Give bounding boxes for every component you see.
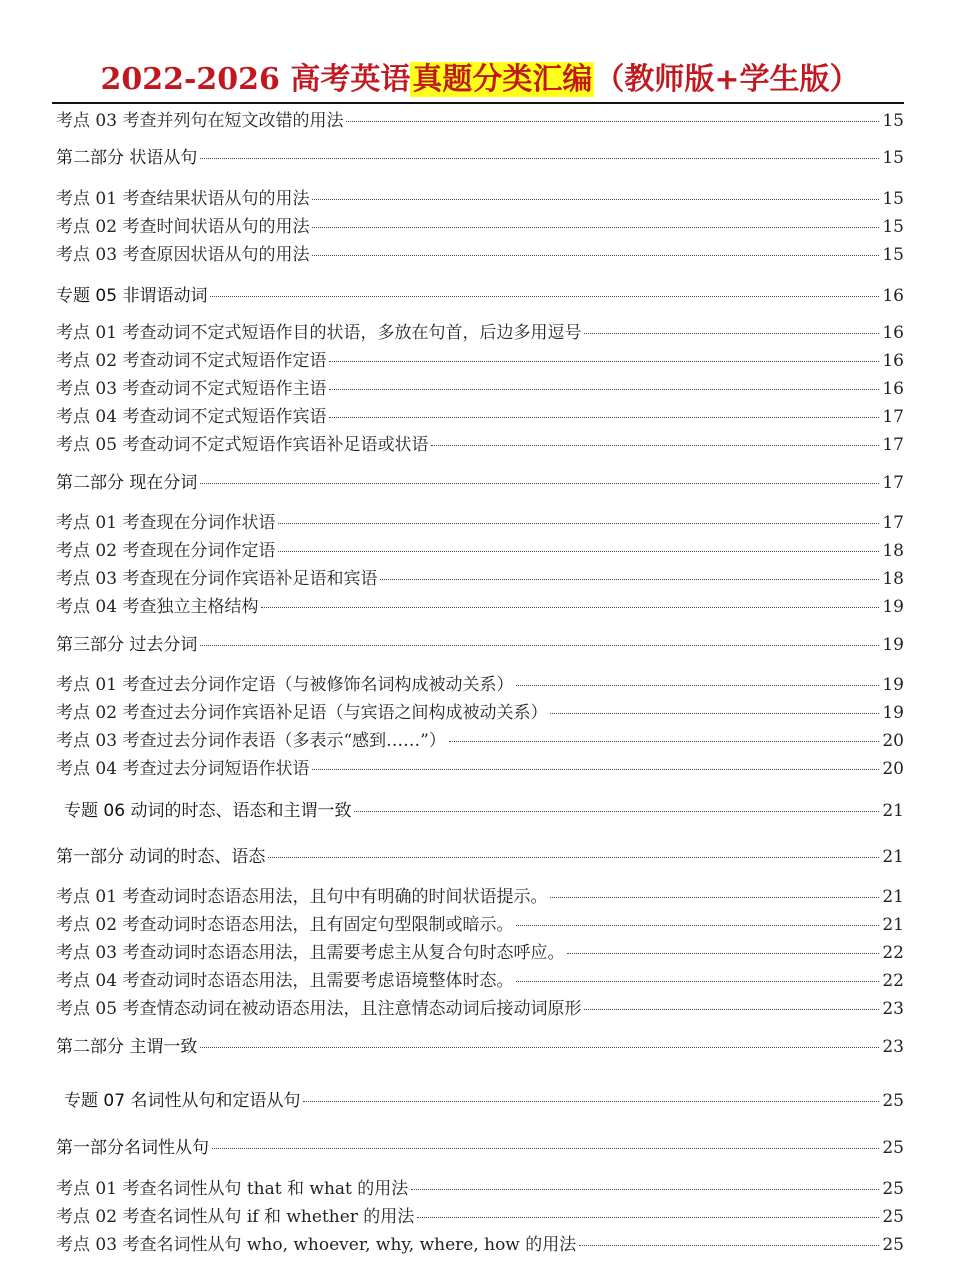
toc-entry-label: 第二部分 状语从句 [56,148,198,168]
toc-entry-label: 考点 01 考查现在分词作状语 [56,513,276,533]
toc-page-number: 22 [882,943,904,963]
toc-entry-label: 考点 03 考查名词性从句 who, whoever, why, where, how 的用法 [56,1235,577,1255]
toc-section-heading[interactable] [56,468,904,492]
toc-page-number: 15 [882,217,904,237]
toc-section-heading[interactable] [56,281,904,305]
toc-entry[interactable] [56,106,904,130]
toc-page-number: 16 [882,323,904,343]
toc-dot-leader [200,158,879,159]
toc-dot-leader [200,483,879,484]
toc-dot-leader [312,227,879,228]
toc-entry[interactable] [56,592,904,616]
toc-page-number: 15 [882,189,904,209]
toc-dot-leader [329,361,879,362]
toc-dot-leader [278,523,879,524]
toc-dot-leader [516,685,879,686]
toc-dot-leader [303,1101,879,1102]
toc-page-number: 17 [882,407,904,427]
toc-dot-leader [567,953,879,954]
toc-dot-leader [584,333,879,334]
toc-page-number: 16 [882,379,904,399]
toc-dot-leader [210,296,879,297]
toc-entry-label: 考点 02 考查时间状语从句的用法 [56,217,310,237]
toc-entry[interactable] [56,212,904,236]
toc-dot-leader [200,645,879,646]
toc-entry-label: 考点 03 考查原因状语从句的用法 [56,245,310,265]
toc-entry-label: 考点 04 考查独立主格结构 [56,597,259,617]
toc-entry[interactable] [56,726,904,750]
toc-topic-heading[interactable] [64,796,904,820]
toc-entry-label: 专题 07 名词性从句和定语从句 [64,1091,301,1111]
toc-dot-leader [329,417,879,418]
toc-page-number: 25 [882,1138,904,1158]
toc-page-number: 16 [882,351,904,371]
toc-dot-leader [278,551,879,552]
toc-entry[interactable] [56,754,904,778]
toc-page-number: 22 [882,971,904,991]
toc-page-number: 23 [882,1037,904,1057]
toc-entry-label: 第三部分 过去分词 [56,635,198,655]
toc-page-number: 15 [882,111,904,131]
toc-page-number: 23 [882,999,904,1019]
toc-dot-leader [411,1189,879,1190]
toc-dot-leader [200,1047,879,1048]
toc-section-heading[interactable] [56,1032,904,1056]
title-edition: （教师版+学生版） [594,62,860,97]
toc-page-number: 25 [882,1207,904,1227]
toc-entry[interactable] [56,910,904,934]
toc-entry[interactable] [56,1230,904,1254]
toc-entry[interactable] [56,536,904,560]
toc-page-number: 21 [882,801,904,821]
toc-entry-label: 考点 01 考查名词性从句 that 和 what 的用法 [56,1179,409,1199]
toc-page-number: 25 [882,1235,904,1255]
toc-entry[interactable] [56,698,904,722]
toc-dot-leader [329,389,879,390]
toc-page-number: 17 [882,473,904,493]
toc-page-number: 21 [882,915,904,935]
toc-entry[interactable] [56,508,904,532]
toc-dot-leader [579,1245,879,1246]
toc-entry-label: 第一部分名词性从句 [56,1138,209,1158]
toc-entry-label: 考点 04 考查过去分词短语作状语 [56,759,310,779]
toc-page-number: 15 [882,245,904,265]
toc-entry[interactable] [56,564,904,588]
toc-entry-label: 考点 05 考查情态动词在被动语态用法，且注意情态动词后接动词原形 [56,999,582,1019]
toc-dot-leader [417,1217,879,1218]
toc-dot-leader [550,713,879,714]
toc-entry-label: 考点 03 考查动词不定式短语作主语 [56,379,327,399]
toc-section-heading[interactable] [56,143,904,167]
toc-dot-leader [268,857,879,858]
toc-page-number: 18 [882,569,904,589]
toc-entry[interactable] [56,938,904,962]
toc-dot-leader [312,199,879,200]
toc-page-number: 19 [882,703,904,723]
toc-page-number: 21 [882,887,904,907]
toc-entry-label: 考点 02 考查过去分词作宾语补足语（与宾语之间构成被动关系） [56,703,548,723]
toc-dot-leader [261,607,879,608]
toc-entry-label: 考点 03 考查动词时态语态用法，且需要考虑主从复合句时态呼应。 [56,943,565,963]
toc-dot-leader [354,811,879,812]
toc-page-number: 17 [882,435,904,455]
toc-entry[interactable] [56,184,904,208]
toc-entry-label: 考点 02 考查现在分词作定语 [56,541,276,561]
toc-entry[interactable] [56,1174,904,1198]
toc-page-number: 16 [882,286,904,306]
toc-dot-leader [449,741,880,742]
toc-dot-leader [516,981,879,982]
toc-entry[interactable] [56,882,904,906]
toc-entry-label: 考点 03 考查过去分词作表语（多表示“感到……”） [56,731,446,751]
toc-entry-label: 第二部分 现在分词 [56,473,198,493]
toc-page-number: 18 [882,541,904,561]
toc-entry-label: 考点 01 考查动词时态语态用法，且句中有明确的时间状语提示。 [56,887,548,907]
toc-entry[interactable] [56,966,904,990]
toc-dot-leader [212,1148,879,1149]
toc-page-number: 20 [882,731,904,751]
toc-dot-leader [584,1009,879,1010]
toc-entry[interactable] [56,240,904,264]
toc-page-number: 19 [882,635,904,655]
toc-page-number: 20 [882,759,904,779]
toc-entry-label: 考点 02 考查动词时态语态用法，且有固定句型限制或暗示。 [56,915,514,935]
toc-dot-leader [312,769,879,770]
toc-entry[interactable] [56,402,904,426]
toc-entry-label: 考点 01 考查过去分词作定语（与被修饰名词构成被动关系） [56,675,514,695]
toc-entry[interactable] [56,994,904,1018]
toc-page-number: 21 [882,847,904,867]
toc-entry-label: 考点 03 考查并列句在短文改错的用法 [56,111,344,131]
toc-section-heading[interactable] [56,630,904,654]
toc-dot-leader [550,897,879,898]
toc-page-number: 17 [882,513,904,533]
toc-dot-leader [346,121,879,122]
toc-page-number: 19 [882,675,904,695]
toc-dot-leader [380,579,879,580]
toc-entry[interactable] [56,374,904,398]
title-year-subject: 2022-2026 高考英语 [100,62,411,97]
toc-section-heading[interactable] [56,1133,904,1157]
toc-entry-label: 考点 03 考查现在分词作宾语补足语和宾语 [56,569,378,589]
toc-entry-label: 考点 01 考查结果状语从句的用法 [56,189,310,209]
toc-entry[interactable] [56,670,904,694]
toc-entry-label: 专题 06 动词的时态、语态和主谓一致 [64,801,352,821]
toc-dot-leader [431,445,879,446]
toc-entry-label: 考点 02 考查动词不定式短语作定语 [56,351,327,371]
toc-entry-label: 第一部分 动词的时态、语态 [56,847,266,867]
toc-page-number: 19 [882,597,904,617]
toc-page-number: 15 [882,148,904,168]
toc-entry[interactable] [56,346,904,370]
toc-entry-label: 考点 02 考查名词性从句 if 和 whether 的用法 [56,1207,415,1227]
toc-entry[interactable] [56,1202,904,1226]
toc-dot-leader [516,925,879,926]
toc-entry-label: 考点 04 考查动词不定式短语作宾语 [56,407,327,427]
toc-dot-leader [312,255,879,256]
toc-topic-heading[interactable] [64,1086,904,1110]
toc-entry-label: 考点 05 考查动词不定式短语作宾语补足语或状语 [56,435,429,455]
toc-section-heading[interactable] [56,842,904,866]
toc-entry[interactable] [56,430,904,454]
toc-entry-label: 第二部分 主谓一致 [56,1037,198,1057]
title-highlight: 真题分类汇编 [412,62,593,97]
toc-entry[interactable] [56,318,904,342]
toc-page-number: 25 [882,1091,904,1111]
toc-entry-label: 专题 05 非谓语动词 [56,286,208,306]
toc-entry-label: 考点 04 考查动词时态语态用法，且需要考虑语境整体时态。 [56,971,514,991]
toc-page-number: 25 [882,1179,904,1199]
toc-entry-label: 考点 01 考查动词不定式短语作目的状语，多放在句首，后边多用逗号 [56,323,582,343]
